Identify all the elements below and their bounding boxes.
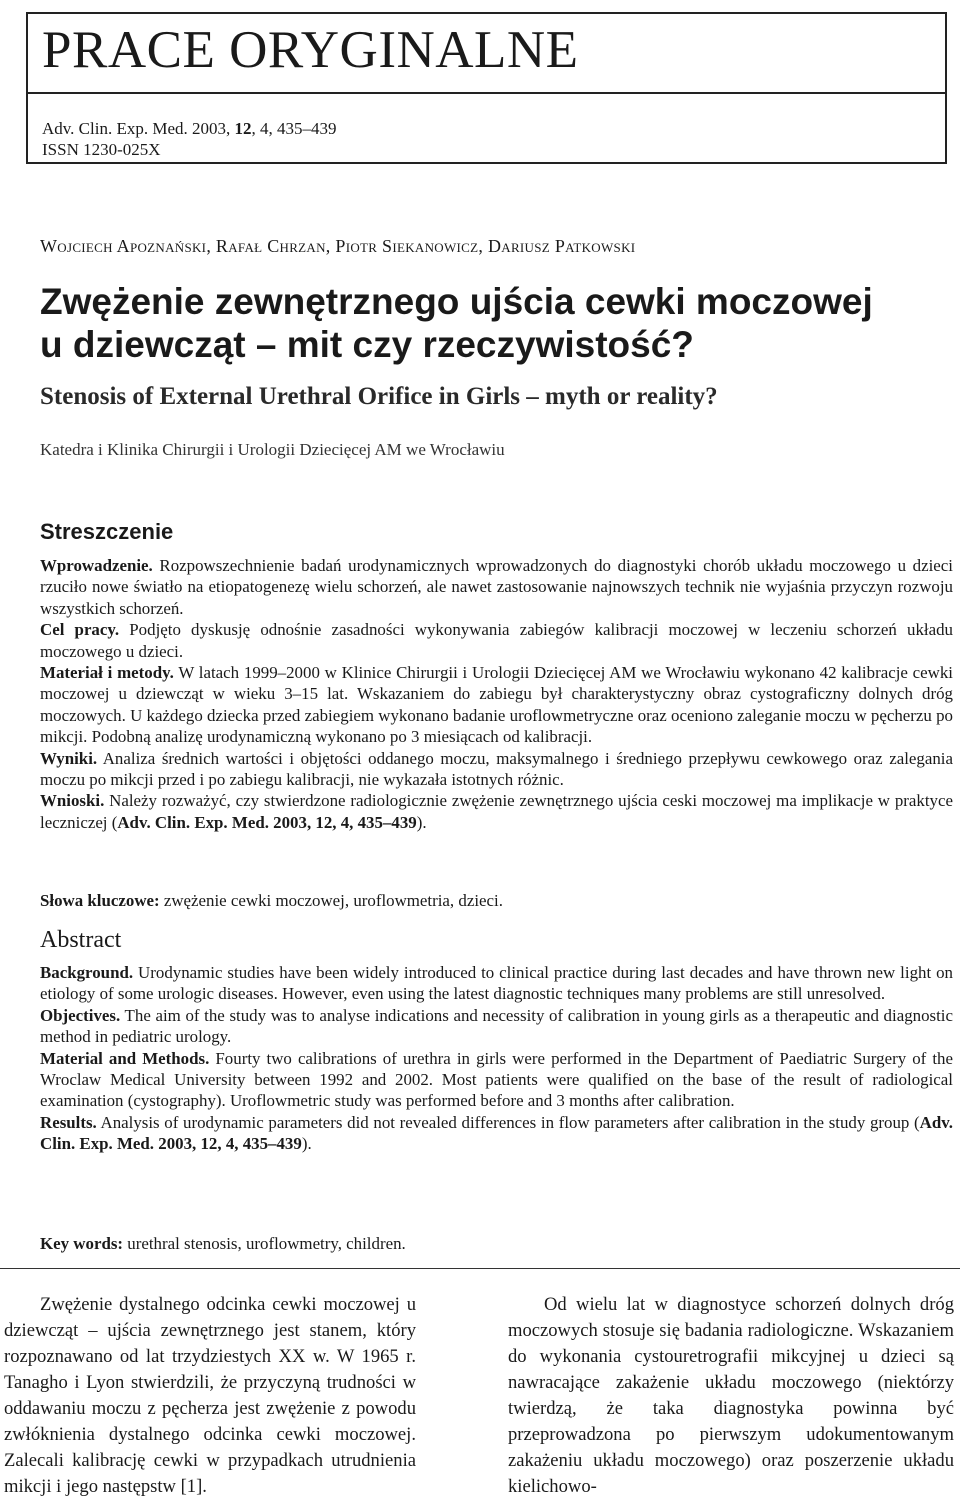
citation-end: ). bbox=[416, 812, 427, 832]
paragraph-label: Material and Methods. bbox=[40, 1048, 210, 1068]
keywords-text: urethral stenosis, uroflowmetry, children. bbox=[123, 1234, 406, 1253]
paragraph-label: Objectives. bbox=[40, 1005, 121, 1025]
paragraph-label: Cel pracy. bbox=[40, 620, 120, 640]
paragraph-label: Results. bbox=[40, 1112, 97, 1132]
paragraph-text: Analysis of urodynamic parameters did not revealed differences in flow parameters after calibration in the study group ( bbox=[96, 1112, 920, 1132]
paragraph-text: Rozpowszechnienie badań urodynamicznych wprowadzonych do diagnostyki chorób układu moczowego u dzieci rzuciło nowe światło na etiopatogenezę wielu schorzeń, ale nawet zastosowanie najnowszych technik nie wyjaśnia przyczyn rozwoju wszystkich schorzeń. bbox=[40, 556, 953, 618]
citation-suffix: , 4, 435–439 bbox=[251, 119, 337, 138]
title-polish-line-2: u dziewcząt – mit czy rzeczywistość? bbox=[40, 324, 694, 365]
paragraph-text: The aim of the study was to analyse indications and necessity of calibration in young girls as a therapeutic and diagnostic method in pediatric urology. bbox=[40, 1005, 953, 1047]
journal-info bbox=[28, 94, 945, 160]
streszczenie-body bbox=[40, 555, 953, 833]
citation-volume: 12 bbox=[234, 119, 252, 138]
abstract-paragraph bbox=[40, 1112, 953, 1155]
paragraph-text: W latach 1999–2000 w Klinice Chirurgii i Urologii Dziecięcej AM we Wrocławiu wykonano 42 kalibracje cewki moczowej u dziewcząt w wieku 3–15 lat. Wskazaniem do zabiegu był charakterystyczny obraz cystograficzny dolnych dróg moczowych. U każdego dziecka przed zabiegiem wykonano badanie uroflowmetryczne oraz oceniono zaleganie moczu w pęcherzu po mikcji. Podobną analizę urodynamiczną wykonano po 3 miesiącach od kalibracji. bbox=[40, 663, 953, 747]
paragraph-label: Wprowadzenie. bbox=[40, 556, 153, 575]
paragraph-label: Materiał i metody. bbox=[40, 663, 174, 683]
paragraph-text: Analiza średnich wartości i objętości oddanego moczu, maksymalnego i średniego przepływu cewkowego oraz zalegania moczu po mikcji przed i po zabiegu kalibracji, nie wykazała istotnych różnic. bbox=[40, 748, 953, 790]
abstract-paragraph bbox=[40, 662, 953, 748]
abstract-heading: Abstract bbox=[40, 927, 122, 953]
paragraph-text: Urodynamic studies have been widely introduced to clinical practice during last decades and have thrown new light on etiology of some urologic diseases. However, even using the latest diagnostic techniques many problems are still unresolved. bbox=[40, 963, 953, 1004]
section-label: PRACE ORYGINALNE bbox=[28, 14, 945, 94]
keywords-label: Słowa kluczowe: bbox=[40, 891, 160, 910]
title-polish-line-1: Zwężenie zewnętrznego ujścia cewki moczowej bbox=[40, 281, 873, 322]
header-box bbox=[26, 12, 947, 164]
affiliation: Katedra i Klinika Chirurgii i Urologii Dziecięcej AM we Wrocławiu bbox=[40, 440, 505, 459]
abstract-paragraph bbox=[40, 619, 953, 662]
abstract-paragraph bbox=[40, 962, 953, 1005]
streszczenie-heading: Streszczenie bbox=[40, 519, 174, 544]
keywords-polish bbox=[40, 891, 503, 911]
issn: ISSN 1230-025X bbox=[42, 140, 161, 159]
citation-prefix: Adv. Clin. Exp. Med. 2003, bbox=[42, 119, 235, 138]
paragraph-text: Należy rozważyć, czy stwierdzone radiologicznie zwężenie zewnętrznego ujścia ceski moczowej ma implikacje w praktyce leczniczej ( bbox=[40, 791, 953, 832]
citation-end: ). bbox=[301, 1134, 312, 1154]
authors: Wojciech Apoznański, Rafał Chrzan, Piotr Siekanowicz, Dariusz Patkowski bbox=[40, 236, 636, 256]
citation: Adv. Clin. Exp. Med. 2003, 12, 4, 435–439 bbox=[117, 812, 417, 832]
paragraph-label: Wyniki. bbox=[40, 748, 98, 768]
body-column-right: Od wielu lat w diagnostyce schorzeń dolnych dróg moczowych stosuje się badania radiologiczne. Wskazaniem do wykonania cystouretrografii mikcyjnej u dzieci są nawracające zakażenie układu moczowego (niektórzy twierdzą, że taka diagnostyka powinna być przeprowadzona po pierwszym udokumentowanym zakażeniu układu moczowego) oraz poszerzenie układu kielichowo- bbox=[508, 1294, 954, 1497]
keywords-english bbox=[40, 1234, 406, 1254]
abstract-paragraph bbox=[40, 790, 953, 833]
citation-line bbox=[42, 118, 945, 139]
abstract-paragraph bbox=[40, 555, 953, 619]
paragraph-label: Background. bbox=[40, 963, 134, 982]
title-english: Stenosis of External Urethral Orifice in Girls – myth or reality? bbox=[40, 383, 718, 410]
paragraph-label: Wnioski. bbox=[40, 791, 105, 811]
abstract-paragraph bbox=[40, 748, 953, 791]
title-polish bbox=[40, 280, 940, 366]
paragraph-text: Fourty two calibrations of urethra in girls were performed in the Department of Paediatric Surgery of the Wroclaw Medical University between 1992 and 2002. Most patients were qualified on the base of the result of radiological examination (cystography). Uroflowmetric study was performed before and 3 months after calibration. bbox=[40, 1048, 954, 1111]
body-column-left: Zwężenie dystalnego odcinka cewki moczowej u dziewcząt – ujścia zewnętrznego jest stanem, który rozpoznawano od lat trzydziestych XX w. W 1965 r. Tanagho i Lyon stwierdzili, że przyczyną trudności w oddawaniu moczu z pęcherza jest zwężenie z powodu zwłóknienia dystalnego odcinka cewki moczowej. Zalecali kalibrację cewki w przypadkach utrudnienia mikcji i jego następstw [1]. bbox=[4, 1294, 416, 1497]
abstract-paragraph bbox=[40, 1048, 953, 1112]
abstract-paragraph bbox=[40, 1005, 953, 1048]
keywords-text: zwężenie cewki moczowej, uroflowmetria, dzieci. bbox=[159, 891, 503, 910]
abstract-body bbox=[40, 962, 953, 1155]
citation: Adv. Clin. Exp. Med. 2003, 12, 4, 435–439 bbox=[40, 1112, 953, 1154]
paragraph-text: Podjęto dyskusję odnośnie zasadności wykonywania zabiegów kalibracji moczowej w leczeniu schorzeń układu moczowego u dzieci. bbox=[40, 620, 953, 661]
keywords-label: Key words: bbox=[40, 1234, 124, 1253]
section-divider bbox=[0, 1268, 960, 1269]
